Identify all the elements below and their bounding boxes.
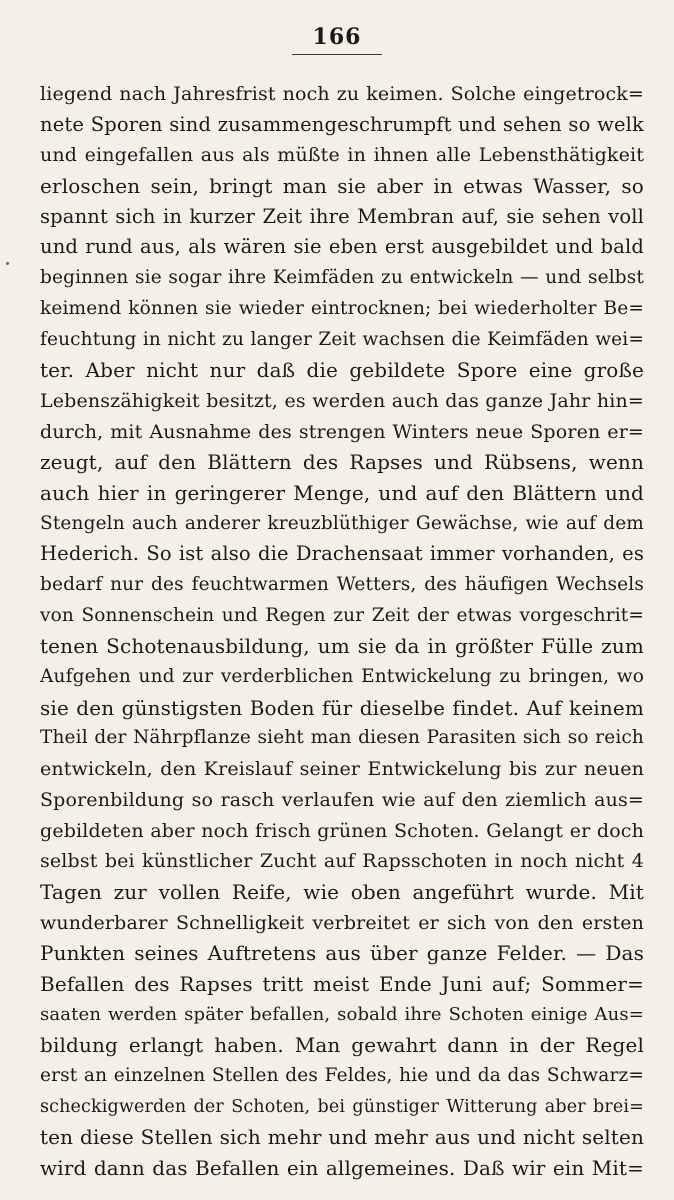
text-line: und rund aus, als wären sie eben erst ausgebildet und bald: [40, 235, 644, 259]
text-line: beginnen sie sogar ihre Keimfäden zu entwickeln — und selbst: [40, 267, 644, 289]
text-line: Tagen zur vollen Reife, wie oben angeführt wurde. Mit: [40, 879, 644, 904]
text-line: Lebenszähigkeit besitzt, es werden auch das ganze Jahr hin=: [40, 389, 644, 412]
text-line: bildung erlangt haben. Man gewahrt dann in der Regel: [40, 1033, 644, 1058]
text-line: Aufgehen und zur verderblichen Entwickelung zu bringen, wo: [40, 666, 644, 688]
header-rule: [292, 54, 382, 55]
text-line: zeugt, auf den Blättern des Rapses und Rübsens, wenn: [40, 450, 644, 475]
text-line: gebildeten aber noch frisch grünen Schoten. Gelangt er doch: [40, 819, 644, 842]
margin-mark: [6, 262, 9, 265]
text-line: Stengeln auch anderer kreuzblüthiger Gewächse, wie auf dem: [40, 512, 644, 534]
text-line: Theil der Nährpflanze sieht man diesen Parasiten sich so reich: [40, 727, 644, 749]
text-line: selbst bei künstlicher Zucht auf Rapsschoten in noch nicht 4: [40, 850, 644, 873]
text-line: feuchtung in nicht zu langer Zeit wachsen die Keimfäden wei=: [40, 328, 644, 350]
text-line: wird dann das Befallen ein allgemeines. Daß wir ein Mit=: [40, 1156, 644, 1181]
text-line: sie den günstigsten Boden für dieselbe findet. Auf keinem: [40, 695, 644, 720]
text-line: ter. Aber nicht nur daß die gebildete Spore eine große: [40, 358, 644, 383]
text-line: ten diese Stellen sich mehr und mehr aus und nicht selten: [40, 1125, 644, 1150]
text-line: durch, mit Ausnahme des strengen Winters neue Sporen er=: [40, 420, 644, 443]
text-line: von Sonnenschein und Regen zur Zeit der etwas vorgeschrit=: [40, 604, 644, 626]
body-text: [40, 79, 644, 1184]
text-line: scheckigwerden der Schoten, bei günstiger Witterung aber brei=: [40, 1096, 644, 1117]
text-line: Befallen des Rapses tritt meist Ende Juni auf; Sommer=: [40, 971, 644, 996]
text-line: wunderbarer Schnelligkeit verbreitet er sich von den ersten: [40, 911, 644, 934]
text-line: erloschen sein, bringt man sie aber in etwas Wasser, so: [40, 174, 644, 199]
text-line: entwickeln, den Kreislauf seiner Entwickelung bis zur neuen: [40, 758, 644, 781]
text-line: saaten werden später befallen, sobald ihre Schoten einige Aus=: [40, 1003, 644, 1025]
text-line: und eingefallen aus als müßte in ihnen alle Lebensthätigkeit: [40, 144, 644, 167]
text-line: liegend nach Jahresfrist noch zu keimen. Solche eingetrock=: [40, 83, 644, 105]
text-line: Sporenbildung so rasch verlaufen wie auf den ziemlich aus=: [40, 788, 644, 811]
text-line: spannt sich in kurzer Zeit ihre Membran auf, sie sehen voll: [40, 204, 644, 228]
text-line: tenen Schotenausbildung, um sie da in größter Fülle zum: [40, 634, 644, 659]
text-line: Hederich. So ist also die Drachensaat immer vorhanden, es: [40, 542, 644, 566]
text-line: erst an einzelnen Stellen des Feldes, hie und da das Schwarz=: [40, 1065, 644, 1086]
text-line: auch hier in geringerer Menge, und auf den Blättern und: [40, 480, 644, 505]
text-line: bedarf nur des feuchtwarmen Wetters, des häufigen Wechsels: [40, 574, 644, 595]
text-line: keimend können sie wieder eintrocknen; bei wiederholter Be=: [40, 297, 644, 319]
text-line: nete Sporen sind zusammengeschrumpft und sehen so welk: [40, 112, 644, 136]
text-line: Punkten seines Auftretens aus über ganze Felder. — Das: [40, 941, 644, 966]
page-number: 166: [312, 24, 362, 50]
